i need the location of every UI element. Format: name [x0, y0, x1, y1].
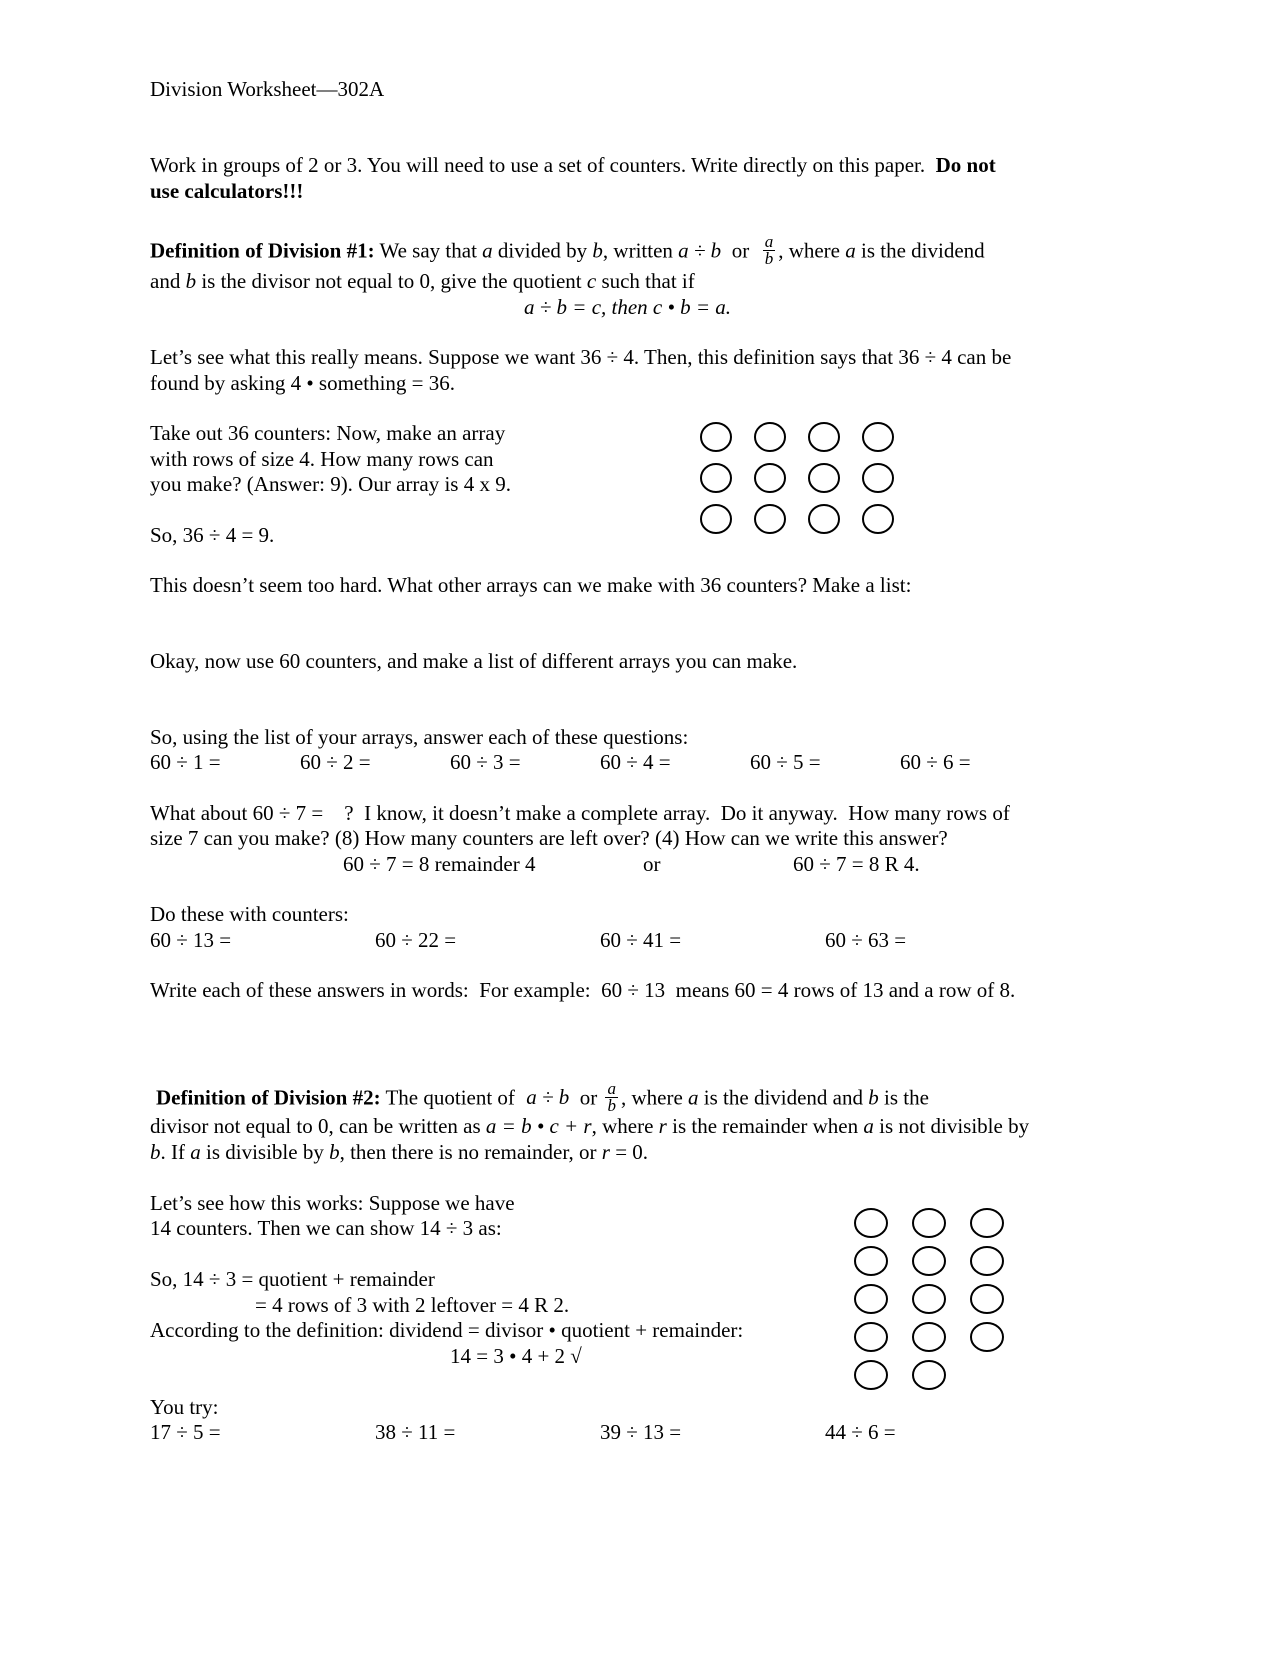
counter-circle	[971, 1247, 1003, 1275]
def2-text: is the remainder when	[666, 1114, 864, 1138]
question-item: 60 ÷ 1 =	[150, 750, 221, 774]
counter-circle	[701, 464, 731, 492]
def2-text: The quotient of	[380, 1085, 521, 1110]
def2-label: Definition of Division #2:	[156, 1085, 381, 1110]
def1-text: is the dividend	[855, 238, 985, 263]
counter-circle	[913, 1361, 945, 1389]
counter-circle	[809, 464, 839, 492]
page-title: Division Worksheet—302A	[150, 77, 385, 101]
def2-text: , then there is no remainder, or	[339, 1140, 602, 1164]
take-out-so: So, 36 ÷ 4 = 9.	[150, 523, 275, 547]
def2-text: or	[569, 1085, 603, 1110]
def2-text: is divisible by	[200, 1140, 330, 1164]
fraction-denominator: b	[764, 249, 774, 268]
def1-formula-text: a ÷ b = c, then c • b = a.	[524, 295, 732, 319]
questions-intro: So, using the list of your arrays, answer each of these questions:	[150, 725, 689, 749]
what-about-line-2: size 7 can you make? (8) How many counters are left over? (4) How can we write this answer?	[150, 826, 948, 850]
take-out-line-2: with rows of size 4. How many rows can	[150, 447, 494, 471]
other-arrays-prompt: This doesn’t seem too hard. What other arrays can we make with 36 counters? Make a list:	[150, 573, 912, 597]
def2-expression: a ÷ b	[526, 1085, 570, 1110]
var-a: a	[688, 1085, 699, 1110]
intro-text: Work in groups of 2 or 3. You will need to use a set of counters. Write directly on this paper.	[150, 153, 926, 177]
how-works-according: According to the definition: dividend = divisor • quotient + remainder:	[150, 1318, 744, 1342]
counter-circle	[913, 1247, 945, 1275]
fraction-numerator: a	[607, 1079, 616, 1098]
counter-exercise: 60 ÷ 22 =	[375, 928, 457, 952]
question-item: 60 ÷ 4 =	[600, 750, 671, 774]
var-r: r	[601, 1140, 610, 1164]
counter-circle	[855, 1285, 887, 1313]
counter-circle	[701, 505, 731, 533]
you-try-intro: You try:	[150, 1395, 219, 1419]
what-about-line-1: What about 60 ÷ 7 = ? I know, it doesn’t make a complete array. Do it anyway. How many rows of	[150, 801, 1010, 825]
intro-line-1	[150, 152, 996, 178]
sixty-counters-prompt: Okay, now use 60 counters, and make a list of different arrays you can make.	[150, 649, 798, 673]
counter-circle	[855, 1361, 887, 1389]
take-out-line-3: you make? (Answer: 9). Our array is 4 x 9.	[150, 472, 511, 496]
counter-circle	[855, 1209, 887, 1237]
counter-circle	[855, 1247, 887, 1275]
counters-intro: Do these with counters:	[150, 902, 349, 926]
intro-bold-1: Do not	[935, 153, 996, 177]
def1-line-2	[150, 268, 695, 294]
you-try-item: 38 ÷ 11 =	[375, 1420, 456, 1444]
counter-exercise: 60 ÷ 63 =	[825, 928, 907, 952]
def2-equation: a = b • c + r	[485, 1114, 592, 1138]
def2-line-3	[150, 1139, 648, 1165]
answer-r-notation: 60 ÷ 7 = 8 R 4.	[793, 852, 920, 876]
def1-line-1	[150, 232, 985, 269]
def2-line-2	[150, 1113, 1029, 1139]
counter-circle	[809, 505, 839, 533]
def1-text: such that if	[596, 269, 695, 293]
take-out-line-1: Take out 36 counters: Now, make an array	[150, 421, 506, 445]
how-works-line-1: Let’s see how this works: Suppose we have	[150, 1191, 515, 1215]
question-item: 60 ÷ 3 =	[450, 750, 521, 774]
var-a: a	[845, 238, 856, 263]
counter-array-4x3	[700, 400, 940, 550]
fraction-numerator: a	[764, 232, 774, 251]
var-b: b	[185, 269, 197, 293]
how-works-so-2: = 4 rows of 3 with 2 leftover = 4 R 2.	[255, 1293, 570, 1317]
var-r: r	[658, 1114, 667, 1138]
you-try-item: 39 ÷ 13 =	[600, 1420, 682, 1444]
def1-label: Definition of Division #1:	[150, 238, 375, 263]
counter-circle	[971, 1323, 1003, 1351]
counter-circle	[755, 505, 785, 533]
def1-text: , written	[602, 238, 679, 263]
var-b: b	[150, 1140, 161, 1164]
how-works-so-1: So, 14 ÷ 3 = quotient + remainder	[150, 1267, 435, 1291]
var-c: c	[586, 269, 597, 293]
var-b: b	[868, 1085, 879, 1110]
counter-array-14	[855, 1205, 1035, 1405]
counter-circle	[755, 464, 785, 492]
you-try-item: 17 ÷ 5 =	[150, 1420, 221, 1444]
def2-text: divisor not equal to 0, can be written as	[150, 1114, 486, 1138]
def1-expression: a ÷ b	[678, 238, 722, 263]
counter-circle	[913, 1209, 945, 1237]
def2-fraction	[605, 1081, 618, 1114]
def1-formula	[524, 294, 731, 320]
def2-text: = 0.	[609, 1140, 649, 1164]
def2-text: is the	[878, 1085, 929, 1110]
lets-see-line-2: found by asking 4 • something = 36.	[150, 371, 456, 395]
words-prompt: Write each of these answers in words: For example: 60 ÷ 13 means 60 = 4 rows of 13 and a row of 8.	[150, 978, 1016, 1002]
def2-text: is not divisible by	[873, 1114, 1030, 1138]
def2-text: , where	[620, 1085, 689, 1110]
answer-or: or	[643, 852, 661, 876]
counter-circle	[913, 1323, 945, 1351]
fraction-denominator: b	[607, 1096, 616, 1115]
counter-circle	[863, 505, 893, 533]
counter-circle	[701, 423, 731, 451]
var-b: b	[592, 238, 603, 263]
counter-circle	[971, 1285, 1003, 1313]
question-item: 60 ÷ 6 =	[900, 750, 971, 774]
def1-text: , where	[778, 238, 846, 263]
counter-circle	[913, 1285, 945, 1313]
var-b: b	[329, 1140, 340, 1164]
counter-circle	[755, 423, 785, 451]
you-try-item: 44 ÷ 6 =	[825, 1420, 896, 1444]
var-a: a	[482, 238, 493, 263]
answer-remainder: 60 ÷ 7 = 8 remainder 4	[343, 852, 536, 876]
lets-see-line-1: Let’s see what this really means. Suppose we want 36 ÷ 4. Then, this definition says that 36 ÷ 4 can be	[150, 345, 1012, 369]
def2-text: . If	[160, 1140, 191, 1164]
var-a: a	[863, 1114, 874, 1138]
def2-text: , where	[591, 1114, 659, 1138]
def1-text: is the divisor not equal to 0, give the quotient	[196, 269, 587, 293]
def1-text: or	[721, 238, 760, 263]
counter-circle	[809, 423, 839, 451]
question-item: 60 ÷ 5 =	[750, 750, 821, 774]
question-item: 60 ÷ 2 =	[300, 750, 371, 774]
intro-bold-2: use calculators!!!	[150, 179, 304, 203]
counter-exercise: 60 ÷ 13 =	[150, 928, 232, 952]
def1-text: divided by	[492, 238, 593, 263]
def1-fraction	[763, 234, 776, 267]
def1-text: and	[150, 269, 186, 293]
def2-line-1	[156, 1079, 929, 1116]
how-works-line-2: 14 counters. Then we can show 14 ÷ 3 as:	[150, 1216, 502, 1240]
counter-circle	[863, 464, 893, 492]
counter-exercise: 60 ÷ 41 =	[600, 928, 682, 952]
def1-text: We say that	[374, 238, 483, 263]
how-works-check: 14 = 3 • 4 + 2 √	[450, 1344, 582, 1368]
counter-circle	[855, 1323, 887, 1351]
counter-circle	[971, 1209, 1003, 1237]
counter-circle	[863, 423, 893, 451]
def2-text: is the dividend and	[698, 1085, 869, 1110]
var-a: a	[190, 1140, 201, 1164]
